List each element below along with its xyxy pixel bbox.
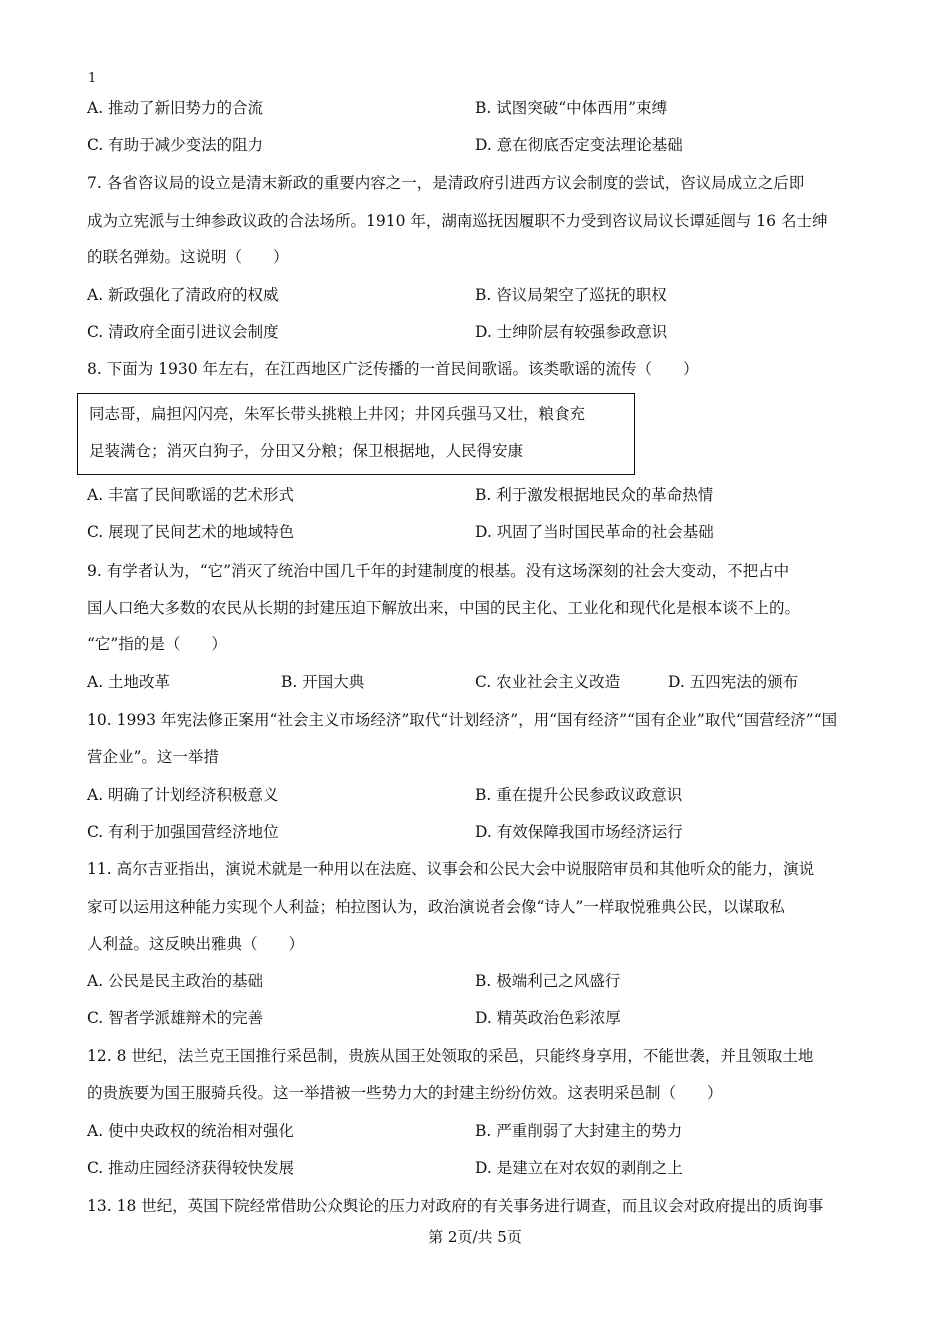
q7-option-c: C. 清政府全面引进议会制度 — [87, 323, 279, 341]
q9-stem-line-1: 9. 有学者认为，“它”消灭了统治中国几千年的封建制度的根基。没有这场深刻的社会大变动，不把占中 — [87, 562, 790, 580]
page-footer: 第 2页/共 5页 — [428, 1228, 522, 1246]
q10-stem-line-1: 10. 1993 年宪法修正案用“社会主义市场经济”取代“计划经济”，用“国有经济”“国有企业”取代“国营经济”“国 — [87, 711, 838, 729]
q11-option-c: C. 智者学派雄辩术的完善 — [87, 1009, 264, 1027]
q12-option-d: D. 是建立在对农奴的剥削之上 — [475, 1159, 683, 1177]
q8-option-d: D. 巩固了当时国民革命的社会基础 — [475, 523, 714, 541]
q7-stem-line-3: 的联名弹劾。这说明（ ） — [87, 248, 289, 266]
q9-option-a: A. 土地改革 — [87, 673, 171, 691]
q11-stem-line-1: 11. 高尔吉亚指出，演说术就是一种用以在法庭、议事会和公民大会中说服陪审员和其他听众的能力，演说 — [87, 860, 815, 878]
q11-stem-line-2: 家可以运用这种能力实现个人利益；柏拉图认为，政治演说者会像“诗人”一样取悦雅典公民，以谋取私 — [87, 898, 785, 916]
q10-stem-line-2: 营企业”。这一举措 — [87, 748, 219, 766]
q12-stem-line-1: 12. 8 世纪，法兰克王国推行采邑制，贵族从国王处领取的采邑，只能终身享用，不能世袭，并且领取土地 — [87, 1047, 814, 1065]
q8-stem: 8. 下面为 1930 年左右，在江西地区广泛传播的一首民间歌谣。该类歌谣的流传（ ） — [87, 360, 699, 378]
q6-option-a: A. 推动了新旧势力的合流 — [87, 99, 264, 117]
folk-song-box — [77, 393, 635, 475]
q7-option-d: D. 士绅阶层有较强参政意识 — [475, 323, 668, 341]
q12-option-b: B. 严重削弱了大封建主的势力 — [475, 1122, 683, 1140]
q11-option-a: A. 公民是民主政治的基础 — [87, 972, 264, 990]
q9-option-d: D. 五四宪法的颁布 — [668, 673, 799, 691]
q9-option-b: B. 开国大典 — [281, 673, 365, 691]
q13-stem-line-1: 13. 18 世纪，英国下院经常借助公众舆论的压力对政府的有关事务进行调查，而且议会对政府提出的质询事 — [87, 1197, 824, 1215]
page-number-top: 1 — [88, 71, 97, 86]
q7-option-b: B. 咨议局架空了巡抚的职权 — [475, 286, 667, 304]
folk-song-line-2: 足装满仓；消灭白狗子，分田又分粮；保卫根据地，人民得安康 — [89, 442, 524, 460]
q9-stem-line-3: “它”指的是（ ） — [87, 635, 227, 653]
q9-option-c: C. 农业社会主义改造 — [475, 673, 621, 691]
q11-option-b: B. 极端利己之风盛行 — [475, 972, 621, 990]
q9-stem-line-2: 国人口绝大多数的农民从长期的封建压迫下解放出来，中国的民主化、工业化和现代化是根本谈不上的。 — [87, 599, 801, 617]
q10-option-c: C. 有利于加强国营经济地位 — [87, 823, 279, 841]
q7-stem-line-2: 成为立宪派与士绅参政议政的合法场所。1910 年，湖南巡抚因履职不力受到咨议局议长谭延闿与 16 名士绅 — [87, 212, 828, 230]
q10-option-d: D. 有效保障我国市场经济运行 — [475, 823, 683, 841]
q7-option-a: A. 新政强化了清政府的权威 — [87, 286, 279, 304]
q6-option-c: C. 有助于减少变法的阻力 — [87, 136, 264, 154]
q11-stem-line-3: 人利益。这反映出雅典（ ） — [87, 935, 305, 953]
q8-option-a: A. 丰富了民间歌谣的艺术形式 — [87, 486, 295, 504]
q8-option-c: C. 展现了民间艺术的地域特色 — [87, 523, 295, 541]
q10-option-a: A. 明确了计划经济积极意义 — [87, 786, 279, 804]
q7-stem-line-1: 7. 各省咨议局的设立是清末新政的重要内容之一，是清政府引进西方议会制度的尝试，咨议局成立之后即 — [87, 174, 805, 192]
q8-option-b: B. 利于激发根据地民众的革命热情 — [475, 486, 714, 504]
q6-option-d: D. 意在彻底否定变法理论基础 — [475, 136, 683, 154]
q6-option-b: B. 试图突破“中体西用”束缚 — [475, 99, 668, 117]
q12-stem-line-2: 的贵族要为国王服骑兵役。这一举措被一些势力大的封建主纷纷仿效。这表明采邑制（ ） — [87, 1084, 723, 1102]
q12-option-c: C. 推动庄园经济获得较快发展 — [87, 1159, 295, 1177]
q12-option-a: A. 使中央政权的统治相对强化 — [87, 1122, 295, 1140]
q10-option-b: B. 重在提升公民参政议政意识 — [475, 786, 683, 804]
folk-song-line-1: 同志哥，扁担闪闪亮，朱军长带头挑粮上井冈；井冈兵强马又壮，粮食充 — [89, 405, 586, 423]
q11-option-d: D. 精英政治色彩浓厚 — [475, 1009, 621, 1027]
